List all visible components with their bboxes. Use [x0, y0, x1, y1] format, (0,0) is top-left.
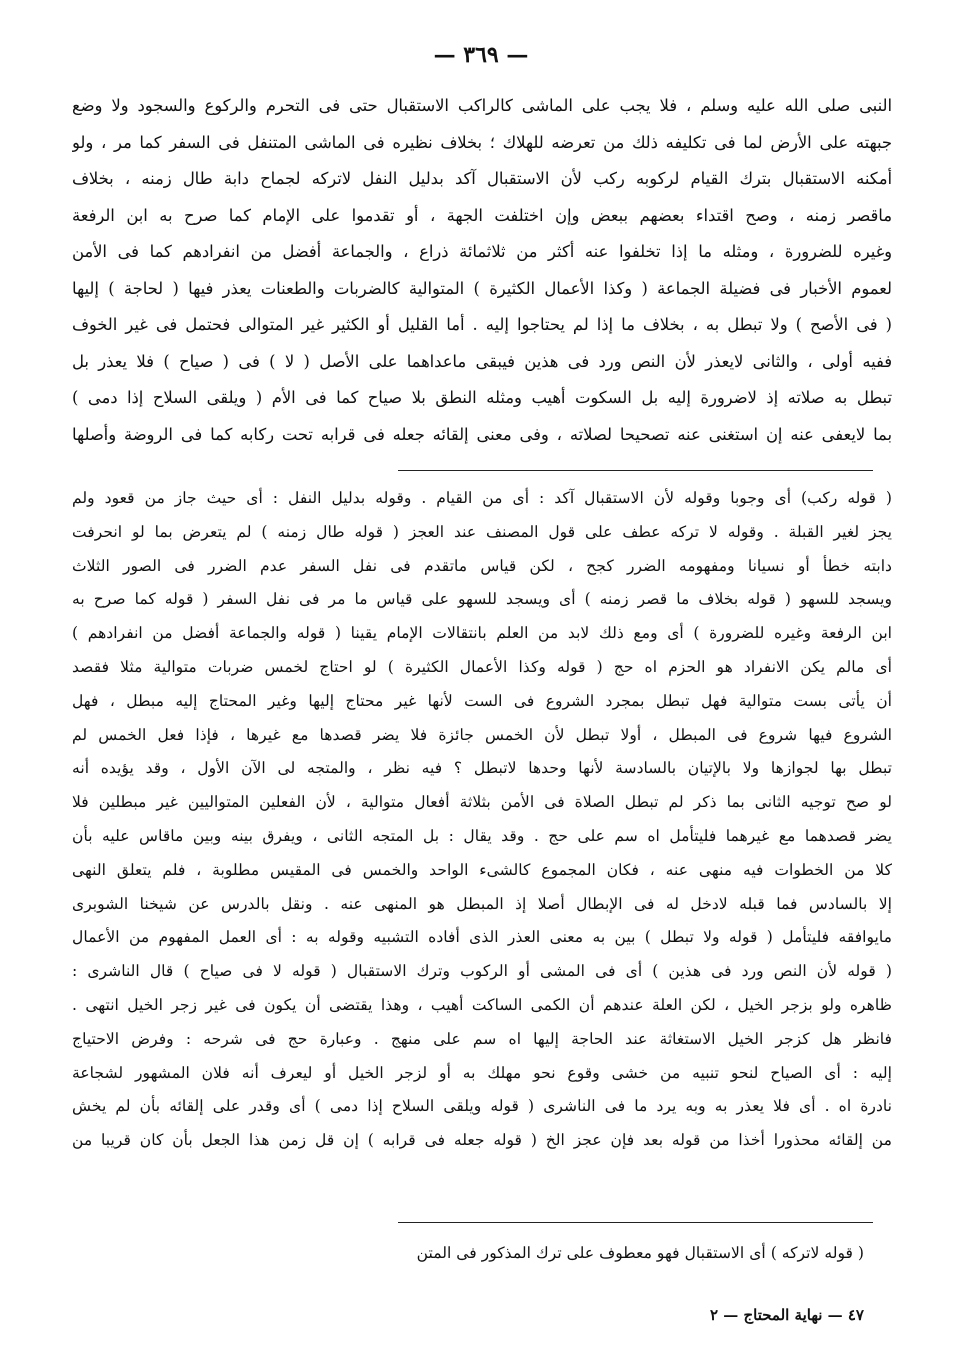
main-text-block	[72, 88, 892, 453]
commentary-line: فانظر هل كزجر الخيل الاستغاثة عند الحاجة إليها اه سم على منهج . وعبارة حج فى شرحه : وفرض الاحتياج	[72, 1029, 892, 1048]
commentary-line: ( قوله ركب) أى وجوبا وقوله لأن الاستقبال آكد : أى من القيام . وقوله بدليل النفل : أى حيث جاز من قعود ولم	[72, 489, 892, 507]
section-divider	[398, 470, 873, 471]
main-line: ماقصر زمنه ، وصح اقتداء بعضهم ببعض وإن اختلفت الجهة ، أو تقدموا على الإمام كما صرح به ابن الرفعة	[72, 205, 892, 225]
commentary-line: ويسجد للسهو ( قوله بخلاف ما قصر زمنه ) أى ويسجد للسهو على قياس ما مر فى نفل السفر ( قوله كما صرح به	[72, 590, 892, 609]
commentary-block	[72, 482, 892, 1158]
commentary-line: يجز لغير القبلة . وقوله لا تركه عطف على قول المصنف عند العجز ( قوله طال زمنه ) لم يتعرض بما لو انحرفت	[72, 522, 892, 541]
commentary-line: إليه : أى الصياح لنحو تنبيه من خشى وقوع نحو مهلك به أو لزجر الخيل أو ليعرف أنه فلان المشهور لشجاعة	[72, 1063, 892, 1082]
main-line: جبهته على الأرض لما فى تكليفه ذلك من تعرضه للهلاك ؛ بخلاف نظيره فى الماشى المتنفل فى السفر كما مر ، ولو	[72, 132, 892, 152]
commentary-line: من إلقائه محذورا أخذا من قوله بعد فإن عجز الخ ( قوله جعله فى قرابه ) إن قل زمن هذا الجعل بأن كان قريبا من	[72, 1131, 892, 1150]
commentary-line: ابن الرفعة وغيره للضرورة ) أى ومع ذلك لابد من العلم بانتقالات الإمام يقينا ( قوله والجماعة أفضل من انفرادهم )	[72, 624, 892, 643]
commentary-line: تبطل بها لجوازها ولا بالإتيان بالسادسة لأنها وحدها لاتبطل ؟ فيه نظر ، والمتجه لى الآن الأول ، وقد يؤيده أنه	[72, 759, 892, 778]
commentary-line: نادرة اه . أى فلا يعذر به وبه يرد ما فى الناشرى ( قوله ويلقى السلاح إذا دمى ) أى وقدر على إلقائه بأن لم يخش	[72, 1097, 892, 1116]
page-number: — ٣٦٩ —	[433, 42, 529, 68]
main-line: تبطل به صلاته إذ لاضرورة إليه بل السكوت أهيب ومثله النطق بلا صياح كما فى الأم ( ويلقى السلاح إذا دمى )	[72, 388, 892, 407]
commentary-line: أن يأتى بست متوالية فهل تبطل بمجرد الشروع فى الست لأنها غير محتاج إليها وغير المحتاج إليه مبطل ، فهل	[72, 691, 892, 710]
main-line: أمكنه الاستقبال بترك القيام لركوبه ركب لأن الاستقبال آكد بدليل النفل لاتركه لجماح دابة طال زمنه ، بخلاف	[72, 169, 892, 188]
main-line: ( فى الأصح ) ولا تبطل به ، بخلاف ما إذا لم يحتاجوا إليه . أما القليل أو الكثير غير المتوالى فحتمل فى غير الخوف	[72, 315, 892, 334]
signature-line: ٤٧ — نهاية المحتاج — ٢	[709, 1306, 864, 1324]
main-line: لعموم الأخبار فى فضيلة الجماعة ( وكذا الأعمال الكثيرة ) المتوالية كالضربات والطعنات يعذر فيها ( لحاجة ) إليها	[72, 278, 892, 298]
commentary-line: ( قوله لأن النص ورد فى هذين ) أى فى المشى أو الركوب وترك الاستقبال ( قوله لا فى صياح ) قال الناشرى :	[72, 962, 892, 981]
commentary-line: ظاهره ولو بزجر الخيل ، لكن العلة عندهم أن الكمى الساكت أهيب ، وهذا يقتضى أن يكون فى غير زجر الخيل انتهى .	[72, 995, 892, 1014]
commentary-line: مايوافقه فليتأمل ( قوله ولا تبطل ) بين به معنى العذر الذى أفاده التشبيه وقوله به : أى العمل المفهوم من الأعمال	[72, 928, 892, 947]
commentary-line: دابته خطأ أو نسيانا ومفهومه الضرر كجح ، لكن قياس ماتقدم فى نفل السفر عدم الضرر فى الصور الثلاث	[72, 556, 892, 575]
commentary-line: إلا بالسادس فما قبله لادخل له فى الإبطال أصلا إذ المبطل هو المنهى عنه . ونقل بالدرس عن شيخنا الشوبرى	[72, 894, 892, 913]
commentary-line: الشروع فيها شروع فى المبطل ، أولا تبطل لأن الخمس جائزة فلا يضر قصدها مع غيرها ، فإذا فعل الخمس لم	[72, 725, 892, 744]
main-line: ففيه أولى ، والثانى لايعذر لأن النص ورد فى هذين فيبقى ماعداهما على الأصل ( لا ) فى ( صياح ) فلا يعذر بل	[72, 351, 892, 371]
commentary-line: كلا من الخطوات فيه منهى عنه ، فكان المجموع كالشىء الواحد والخمس فى المقيس مطلوبة ، فلم يتعلق النهى	[72, 860, 892, 879]
footnote: ( قوله لاتركه ) أى الاستقبال فهو معطوف على ترك المذكور فى المتن	[416, 1244, 864, 1262]
main-line: النبى صلى الله عليه وسلم ، فلا يجب على الماشى كالراكب الاستقبال حتى فى التحرم والركوع والسجود ولا وضع	[72, 96, 892, 115]
commentary-line: لو صح توجيه الثانى بما ذكر لم تبطل الصلاة فى الأمن بثلاثة أفعال متوالية ، لأن الفعلين المتواليين غير مبطلين فلا	[72, 793, 892, 812]
main-line: وغيره للضرورة ، ومثله ما إذا تخلفوا عنه أكثر من ثلاثمائة ذراع ، والجماعة أفضل من انفرادهم كما فى الأمن	[72, 242, 892, 261]
footnote-divider	[398, 1222, 873, 1223]
commentary-line: أى مالم يكن الانفراد هو الحزم اه حج ( قوله وكذا الأعمال الكثيرة ) لو احتاج لخمس ضربات متوالية مثلا فقصد	[72, 657, 892, 676]
main-line: بما لايعفى عنه إن استغنى عنه تصحيحا لصلاته ، وفى معنى إلقائه جعله فى قرابه تحت ركابه كما فى الروضة وأصلها	[72, 424, 892, 444]
commentary-line: يضر قصدهما مع غيرهما فليتأمل اه سم على حج . وقد يقال : بل المتجه الثانى ، ويفرق بينه وبين ماقاس عليه بأن	[72, 826, 892, 845]
